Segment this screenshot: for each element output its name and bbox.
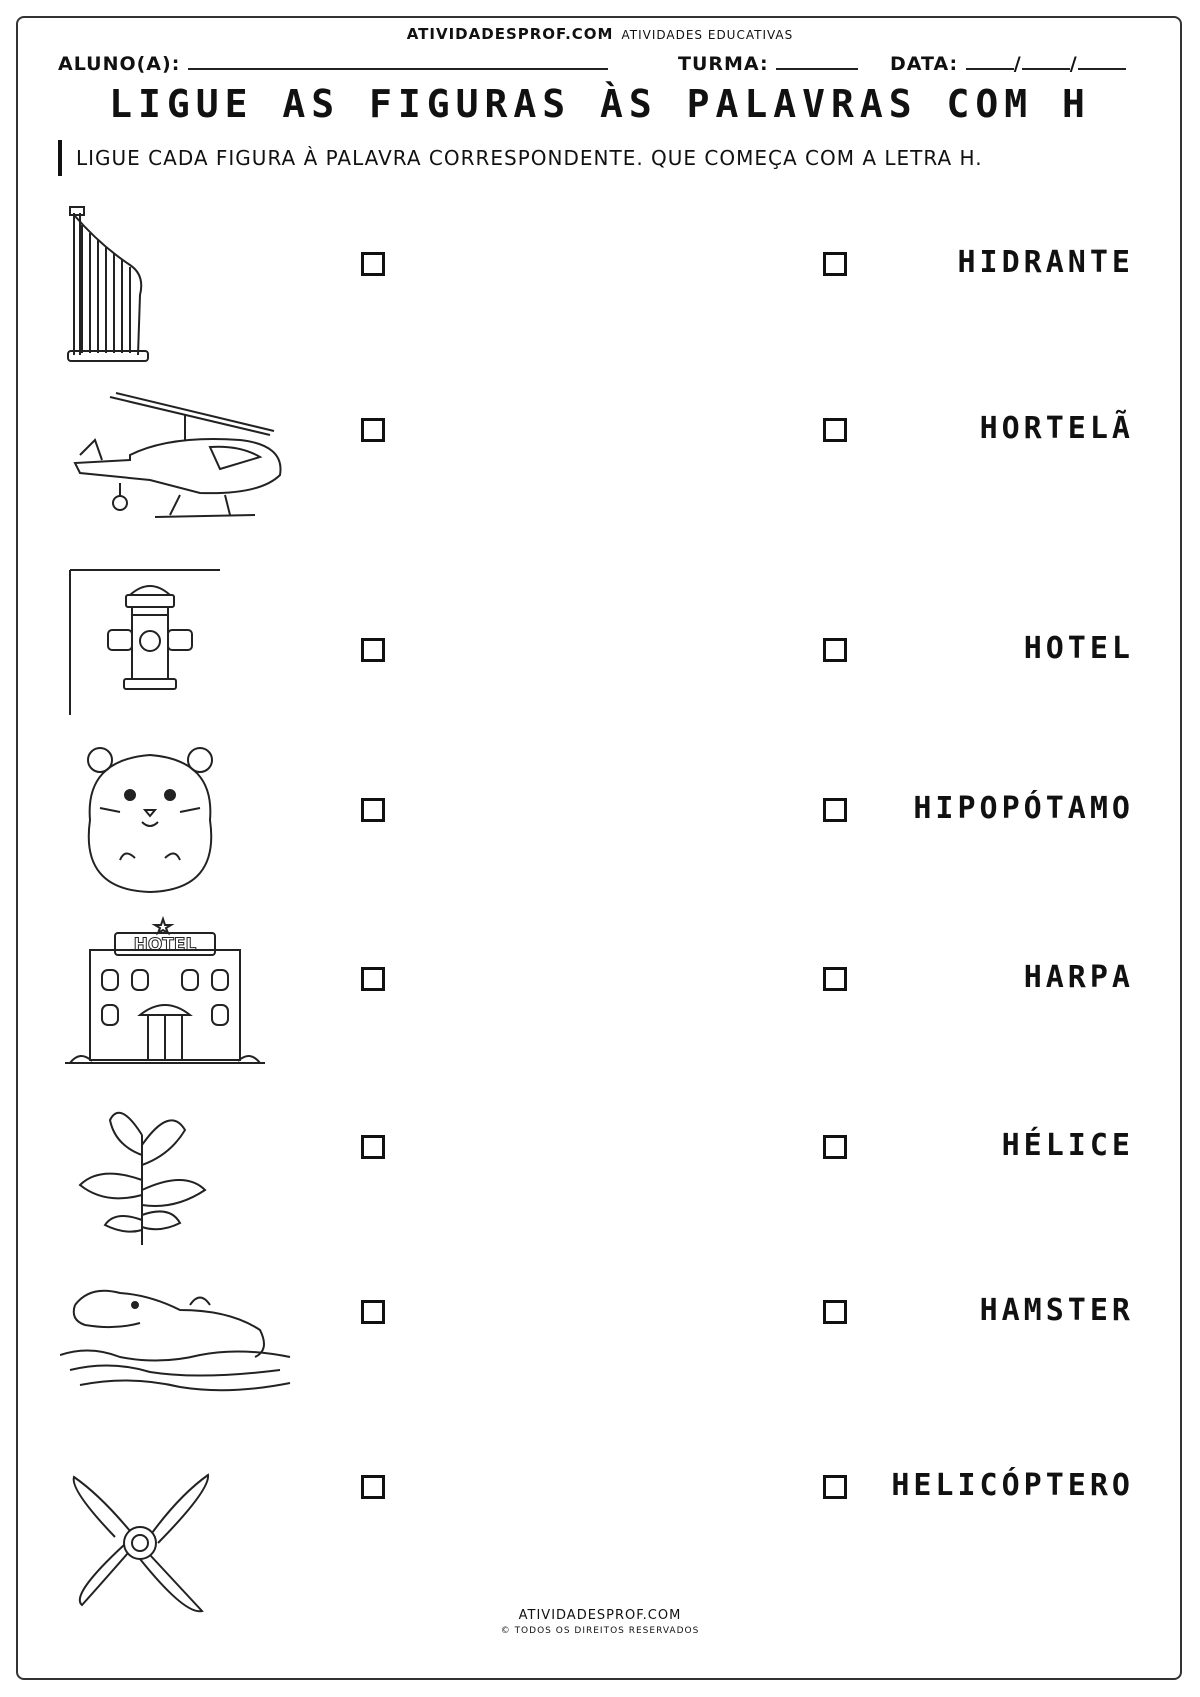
footer (0, 1608, 1200, 1636)
word-checkbox[interactable] (823, 1135, 847, 1159)
footer-rights: © TODOS OS DIREITOS RESERVADOS (500, 1626, 700, 1636)
word-checkbox[interactable] (823, 1475, 847, 1499)
harp-drawing (60, 205, 300, 365)
turma-input[interactable] (776, 50, 858, 70)
word-label: HORTELÃ (979, 411, 1134, 446)
word-label: HOTEL (1023, 631, 1134, 666)
day-input[interactable] (966, 50, 1014, 70)
word-label: HAMSTER (979, 1293, 1134, 1328)
word-checkbox[interactable] (823, 252, 847, 276)
picture-checkbox[interactable] (361, 798, 385, 822)
picture-checkbox[interactable] (361, 252, 385, 276)
month-input[interactable] (1022, 50, 1070, 70)
page-title: LIGUE AS FIGURAS ÀS PALAVRAS COM H (109, 82, 1091, 126)
picture-checkbox[interactable] (361, 638, 385, 662)
picture-checkbox[interactable] (361, 1300, 385, 1324)
word-checkbox[interactable] (823, 798, 847, 822)
match-row (0, 740, 1200, 910)
site-header (0, 25, 1200, 43)
word-label: HÉLICE (1001, 1128, 1134, 1163)
aluno-label: ALUNO(A): (58, 53, 181, 75)
site-name: ATIVIDADESPROF.COM (406, 25, 614, 43)
match-row (0, 565, 1200, 735)
match-row (0, 205, 1200, 375)
date-separator: / (1013, 53, 1022, 75)
match-row (0, 1095, 1200, 1265)
site-subtitle: ATIVIDADES EDUCATIVAS (621, 28, 794, 42)
match-row (0, 1455, 1200, 1625)
hotel-drawing (60, 915, 300, 1075)
instruction: LIGUE CADA FIGURA À PALAVRA CORRESPONDENTE. QUE COMEÇA COM A LETRA H. (58, 140, 983, 176)
word-label: HIDRANTE (957, 245, 1134, 280)
date-separator: / (1069, 53, 1078, 75)
student-fields (58, 50, 1148, 80)
data-field (890, 50, 1126, 75)
word-label: HARPA (1023, 960, 1134, 995)
picture-checkbox[interactable] (361, 1475, 385, 1499)
turma-field (678, 50, 858, 75)
match-row (0, 385, 1200, 555)
match-row (0, 915, 1200, 1085)
hydrant-drawing (60, 565, 300, 725)
picture-checkbox[interactable] (361, 1135, 385, 1159)
word-checkbox[interactable] (823, 1300, 847, 1324)
data-label: DATA: (890, 53, 959, 75)
propeller-drawing (60, 1455, 300, 1615)
hamster-drawing (60, 740, 300, 900)
footer-site: ATIVIDADESPROF.COM (518, 1608, 682, 1623)
word-checkbox[interactable] (823, 638, 847, 662)
picture-checkbox[interactable] (361, 967, 385, 991)
turma-label: TURMA: (678, 53, 769, 75)
year-input[interactable] (1078, 50, 1126, 70)
aluno-field (58, 50, 608, 75)
helicopter-drawing (60, 385, 300, 545)
word-label: HELICÓPTERO (891, 1468, 1134, 1503)
hippo-drawing (60, 1275, 300, 1435)
word-label: HIPOPÓTAMO (913, 791, 1134, 826)
picture-checkbox[interactable] (361, 418, 385, 442)
word-checkbox[interactable] (823, 967, 847, 991)
svg-text:HOTEL: HOTEL (133, 935, 197, 955)
word-checkbox[interactable] (823, 418, 847, 442)
match-row (0, 1275, 1200, 1445)
aluno-input[interactable] (188, 50, 608, 70)
mint-drawing (60, 1095, 300, 1255)
